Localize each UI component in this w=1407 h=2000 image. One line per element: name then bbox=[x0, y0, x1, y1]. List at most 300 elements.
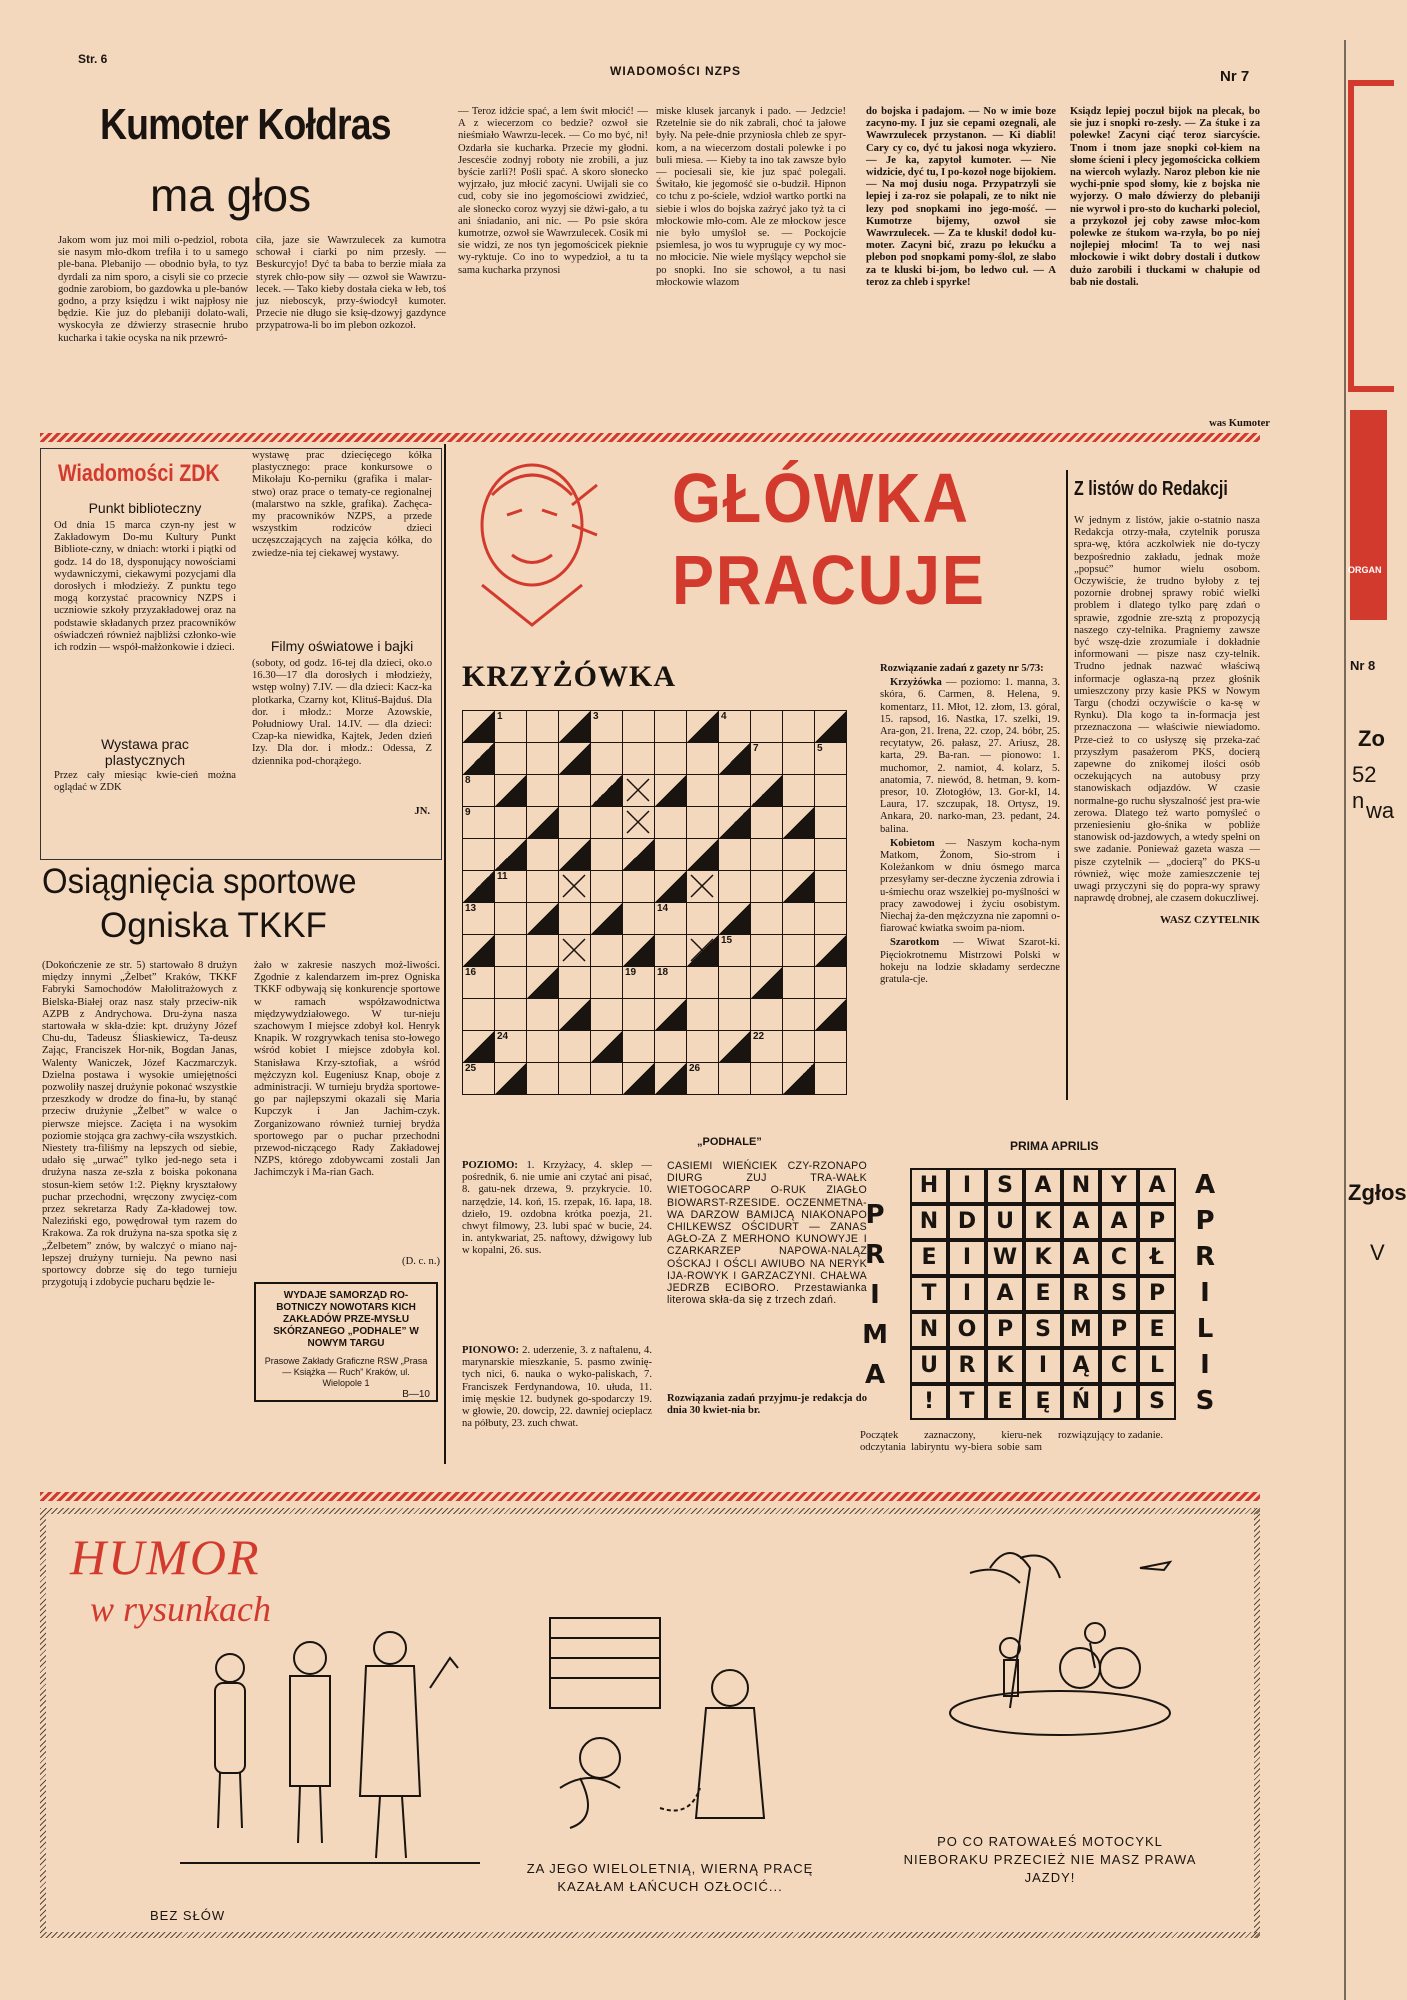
crossword-cell[interactable] bbox=[814, 742, 847, 775]
crossword-cell[interactable] bbox=[782, 966, 815, 999]
crossword-cell[interactable] bbox=[590, 1030, 623, 1063]
publisher-code: B—10 bbox=[402, 1389, 430, 1400]
films-text: (soboty, od godz. 16-tej dla dzieci, oko.o 16.30—17 dla dorosłych i młodzieży, wstęp wolny) 7.IV. — dla dzieci: Kacz-ka plotkarka, Czarny kot, Klituś-Bajduś. Dla dor. i młodz.: Morze Azowskie, Południowy Ural. 14.IV. — dla dzieci: Czap-ka niewidka, Kajtek, Jeden dzień Izy. Dla dor. i młodz.: Odessa, Z dziennika pod-chorążego. bbox=[252, 658, 432, 767]
crossword-cell[interactable] bbox=[558, 774, 591, 807]
crossword-cell[interactable] bbox=[718, 966, 751, 999]
films-title: Filmy oświatowe i bajki bbox=[270, 638, 414, 654]
crossword-cell[interactable] bbox=[750, 966, 783, 999]
crossword-cell[interactable] bbox=[622, 998, 655, 1031]
crossword-cell[interactable] bbox=[494, 934, 527, 967]
prima-letter-cell[interactable]: C bbox=[1100, 1240, 1138, 1276]
crossword-cell[interactable] bbox=[750, 806, 783, 839]
prima-letter-cell[interactable]: W bbox=[986, 1240, 1024, 1276]
prima-letter-cell[interactable]: P bbox=[1138, 1204, 1176, 1240]
prima-side-letter: P bbox=[865, 1200, 885, 1230]
prima-letter-cell[interactable]: E bbox=[910, 1240, 948, 1276]
crossword-cell[interactable] bbox=[718, 1062, 751, 1095]
letters-signature: WASZ CZYTELNIK bbox=[1160, 913, 1260, 926]
kumoter-title: Kumoter Kołdras bbox=[100, 100, 391, 149]
prima-side-letter: R bbox=[1194, 1242, 1216, 1272]
crossword-cell[interactable] bbox=[782, 1062, 815, 1095]
solutions-women-label: Kobietom bbox=[890, 837, 935, 849]
crossword-cell[interactable] bbox=[750, 870, 783, 903]
crossword-cell[interactable] bbox=[718, 838, 751, 871]
glowka-subtitle: PRACUJE bbox=[672, 541, 986, 619]
prima-letter-cell[interactable]: ! bbox=[910, 1384, 948, 1420]
prima-letter-cell[interactable]: P bbox=[986, 1312, 1024, 1348]
kumoter-article bbox=[40, 90, 1270, 430]
prima-letter-cell[interactable]: J bbox=[1100, 1384, 1138, 1420]
crossword-cell[interactable] bbox=[558, 1030, 591, 1063]
crossword-cell[interactable] bbox=[686, 870, 719, 903]
crossword-cell[interactable] bbox=[814, 1030, 847, 1063]
crossword-cell[interactable] bbox=[622, 710, 655, 743]
crossword-cell[interactable] bbox=[526, 1062, 559, 1095]
crossword-cell[interactable] bbox=[462, 870, 495, 903]
crossword-cell[interactable] bbox=[686, 806, 719, 839]
crossword-cell[interactable] bbox=[814, 774, 847, 807]
coded-deadline: Rozwiązania zadań przyjmu-je redakcja do dnia 30 kwiet-nia br. bbox=[667, 1393, 867, 1417]
prima-side-letter: I bbox=[870, 1280, 880, 1310]
crossword-number: 5 bbox=[817, 743, 823, 754]
crossword-cell[interactable] bbox=[526, 902, 559, 935]
crossword-cell[interactable] bbox=[462, 838, 495, 871]
next-page-nr: Nr 8 bbox=[1350, 658, 1376, 673]
crossword-cell[interactable] bbox=[494, 966, 527, 999]
prima-title: PRIMA APRILIS bbox=[1010, 1139, 1099, 1153]
prima-letter-cell[interactable]: A bbox=[1062, 1204, 1100, 1240]
crossword-cell[interactable] bbox=[526, 1030, 559, 1063]
kumoter-col6: Ksiądz lepiej poczuł bijok na plecak, bo sie juz i snopki ro-zesły. — Za śtuke i za polewke! Zacyni ciąć teroz siarcyście. Tnom i tnom jaze snopki coł-kiem na słome ścieni i plecy jegomościcka cołkiem na wiercoh wylazły. Naroz plebon kie nie wychi-pnie spod słomy, kie z bojska nie wyjorzy. O mało dźwierzy do plebaniji nie wyrwoł i pro-sto do kucharki poleciol, a przykozoł jej coby zawse młoc-kom polewke ze śtukom wa-rzyła, bo po niej nojlepiej młocim! Ta to wej nasi młockowie i wikt dobry dostali i dutkow dużo zarobili i tłuckami w chałupie od bab nie dostali. bbox=[1070, 106, 1260, 288]
crossword-cell[interactable] bbox=[782, 998, 815, 1031]
humor-title: HUMOR bbox=[70, 1529, 261, 1585]
prima-letter-cell[interactable]: K bbox=[1024, 1204, 1062, 1240]
crossword-cell[interactable] bbox=[494, 806, 527, 839]
humor-section bbox=[40, 1508, 1260, 1938]
crossword-cell[interactable] bbox=[590, 902, 623, 935]
zdk-signature: JN. bbox=[414, 806, 430, 817]
crossword-cell[interactable] bbox=[558, 934, 591, 967]
crossword-cell[interactable] bbox=[526, 870, 559, 903]
crossword-cell[interactable] bbox=[654, 710, 687, 743]
crossword-number: 4 bbox=[721, 711, 727, 722]
crossword-cell[interactable] bbox=[814, 902, 847, 935]
cartoon3-caption: PO CO RATOWAŁEŚ MOTOCYKL NIEBORAKU PRZECIEŻ NIE MASZ PRAWA JAZDY! bbox=[903, 1834, 1197, 1885]
page-number-left: Str. 6 bbox=[78, 52, 108, 66]
crossword-cell[interactable] bbox=[558, 742, 591, 775]
prima-side-letter: A bbox=[1194, 1170, 1216, 1200]
crossword-cell[interactable] bbox=[686, 742, 719, 775]
crossword-cell[interactable] bbox=[782, 934, 815, 967]
prima-letter-cell[interactable]: N bbox=[910, 1204, 948, 1240]
crossword-cell[interactable] bbox=[590, 838, 623, 871]
crossword-cell[interactable] bbox=[718, 806, 751, 839]
sport-col1: (Dokończenie ze str. 5) startowało 8 drużyn między innymi „Żelbet” Kraków, TKKF Fabryki Samochodów Małolitrażowych z Bielska-Białej oraz nasz stały przeciw-nik AZPB z Andrychowa. Dru-żyna nasza startowała w skła-dzie: kpt. drużyny Józef Chu-du, Tadeusz Śliaskiewicz, Ta-deusz Zając, Franciszek Hor-nik, Bogdan Janas, Walenty Waniczek, Józef Kaczmarczyk. Dzielna postawa i wysokie umiejętności pozwoliły naszej drużynie pokonać wszystkie przeszkody w drodze do fina-łu, by stanąć przeciw drużynie „Żelbet” w walce o pierwsze miejsce. Zacięta i na wysokim poziomie stojąca gra zachwy-ciła wszystkich. Niestety tra-filiśmy na lepszych od siebie, udało się „urwać” tylko jed-nego seta i drużyna nasza ze-szła z boiska pokonana stosun-kiem setów 1:2. Piękny kryształowy puchar przechodni, wręczony zwycięz-com przez sekretarza Rady Za-kładowej tow. Naleziński ego, powędrował tym razem do Krakowa. Za rok drużyna na-sza spotka się z „Żelbetem” znów, by walczyć o miano naj-lepszej drużyny turnieju. Na pewno nasi sportowcy dobrze się do tego turnieju przygotują i zdobycie pucharu będzie le- bbox=[42, 960, 237, 1289]
crossword-cell[interactable] bbox=[750, 742, 783, 775]
crossword-cell[interactable] bbox=[526, 838, 559, 871]
prima-letter-cell[interactable]: E bbox=[1138, 1312, 1176, 1348]
solutions-skaters-text: — Wiwat Szarot-ki. Pięciokrotnemu Mistrzowi Polski w hokeju na lodzie składamy serdeczne gratula-cje. bbox=[880, 937, 1060, 986]
cartoon-island-icon bbox=[930, 1528, 1190, 1758]
crossword-cell[interactable] bbox=[622, 806, 655, 839]
prima-letter-cell[interactable]: Y bbox=[1100, 1168, 1138, 1204]
library-text: Od dnia 15 marca czyn-ny jest w Zakładowym Do-mu Kultury Punkt Bibliote-czny, w dniach: wtorki i piątki od godz. 14 do 18, dysponujący nowościami wydawniczymi, ciekawymi pozycjami dla dorosłych i młodzieży. Z punktu tego mogą korzystać pracownicy NZPS i uczniowie szkoły przyzakładowej oraz na podstawie składanych przez pracowników oświadczeń również najbliżsi członko-wie ich rodzin — współ-małżonkowie i dzieci. bbox=[54, 520, 236, 654]
red-divider-bottom bbox=[40, 1492, 1260, 1501]
sport-col2: żało w zakresie naszych moż-liwości. Zgodnie z kalendarzem im-prez Ogniska TKKF odbywają się konkurencje sportowe w ramach współzawodnictwa międzywydziałowego. W tur-nieju szachowym I miejsce zdobył kol. Henryk Knapik. W rozgrywkach tenisa sto-łowego wśród kobiet I miejsce zdobyła kol. Stanisława Krzy-sztofiak, a wśród mężczyzn kol. Eugeniusz Knap, oboje z administracji. W turnieju brydża sportowe-go par najlepszymi okazali się Maria Kupczyk i Jan Jachim-czyk. Zorganizowano również turniej brydża sportowego par o puchar przechodni przewod-niczącego Rady Zakładowej NZPS, którego zdobywcami zostali Jan Jachimczyk i Ma-rian Gach. bbox=[254, 960, 440, 1179]
crossword-cell[interactable] bbox=[814, 1062, 847, 1095]
crossword-number: 25 bbox=[465, 1063, 477, 1074]
glowka-banner bbox=[452, 450, 1052, 650]
prima-letter-cell[interactable]: P bbox=[1100, 1312, 1138, 1348]
column-divider bbox=[444, 444, 446, 1464]
crossword-cell[interactable] bbox=[590, 1062, 623, 1095]
crossword-number: 15 bbox=[721, 935, 733, 946]
crossword-cell[interactable] bbox=[686, 966, 719, 999]
crossword-cell[interactable] bbox=[494, 870, 527, 903]
crossword-number: 16 bbox=[465, 967, 477, 978]
crossword-section bbox=[452, 660, 872, 1480]
crossword-cell[interactable] bbox=[686, 1030, 719, 1063]
prima-letter-cell[interactable]: T bbox=[910, 1276, 948, 1312]
crossword-cell[interactable] bbox=[622, 934, 655, 967]
crossword-cell[interactable] bbox=[750, 710, 783, 743]
crossword-cell[interactable] bbox=[526, 934, 559, 967]
crossword-cell[interactable] bbox=[750, 934, 783, 967]
crossword-cell[interactable] bbox=[718, 998, 751, 1031]
crossword-cell[interactable] bbox=[622, 966, 655, 999]
crossword-cell[interactable] bbox=[558, 966, 591, 999]
crossword-cell[interactable] bbox=[494, 998, 527, 1031]
prima-letter-cell[interactable]: Ą bbox=[1062, 1348, 1100, 1384]
crossword-cell[interactable] bbox=[814, 966, 847, 999]
prima-left-letters bbox=[860, 1200, 890, 1400]
prima-side-letter: P bbox=[1195, 1206, 1215, 1236]
prima-letter-cell[interactable]: D bbox=[948, 1204, 986, 1240]
crossword-cell[interactable] bbox=[526, 966, 559, 999]
crossword-cell[interactable] bbox=[526, 710, 559, 743]
prima-letter-cell[interactable]: Ł bbox=[1138, 1240, 1176, 1276]
crossword-cell[interactable] bbox=[782, 870, 815, 903]
crossword-cell[interactable] bbox=[814, 934, 847, 967]
prima-letter-cell[interactable]: A bbox=[1138, 1168, 1176, 1204]
crossword-cell[interactable] bbox=[654, 774, 687, 807]
crossword-cell[interactable] bbox=[750, 902, 783, 935]
crossword-cell[interactable] bbox=[558, 806, 591, 839]
cartoon-people-icon bbox=[180, 1628, 480, 1888]
exhibit-text: Przez cały miesiąc kwie-cień można oglądać w ZDK bbox=[54, 770, 236, 794]
glowka-title: GŁÓWKA bbox=[672, 459, 970, 537]
crossword-cell[interactable] bbox=[718, 1030, 751, 1063]
prima-letter-cell[interactable]: T bbox=[948, 1384, 986, 1420]
crossword-cell[interactable] bbox=[590, 710, 623, 743]
prima-side-letter: L bbox=[1196, 1314, 1214, 1344]
prima-letter-cell[interactable]: N bbox=[910, 1312, 948, 1348]
prima-letter-cell[interactable]: A bbox=[1024, 1168, 1062, 1204]
crossword-cell[interactable] bbox=[622, 742, 655, 775]
solutions-women-text: — Naszym kocha-nym Matkom, Żonom, Sio-strom i Koleżankom w dniu ósmego marca przesyłamy ser-deczne życzenia zdrowia i u-śmiechu oraz wszelkiej po-myślności w pracy zawodowej i życiu osobistym. Niechaj ża-den mężczyzna nie zapomni o-fiarować kwiatka swoim pa-niom. bbox=[880, 837, 1060, 935]
cartoon1-caption: BEZ SŁÓW bbox=[150, 1908, 226, 1923]
crossword-horizontal-label: POZIOMO: bbox=[462, 1160, 518, 1171]
prima-letter-cell[interactable]: K bbox=[1024, 1240, 1062, 1276]
prima-grid[interactable] bbox=[910, 1168, 1176, 1420]
prima-letter-cell[interactable]: P bbox=[1138, 1276, 1176, 1312]
prima-letter-cell[interactable]: Ń bbox=[1062, 1384, 1100, 1420]
crossword-grid[interactable] bbox=[462, 710, 854, 1126]
crossword-number: 13 bbox=[465, 903, 477, 914]
prima-side-letter: M bbox=[862, 1320, 888, 1350]
prima-right-letters bbox=[1190, 1170, 1220, 1420]
crossword-cell[interactable] bbox=[686, 710, 719, 743]
prima-letter-cell[interactable]: S bbox=[986, 1168, 1024, 1204]
crossword-cell[interactable] bbox=[782, 742, 815, 775]
crossword-cell[interactable] bbox=[494, 902, 527, 935]
crossword-cell[interactable] bbox=[622, 774, 655, 807]
crossword-cell[interactable] bbox=[750, 774, 783, 807]
solutions-crossword-label: Krzyżówka bbox=[890, 677, 942, 689]
crossword-cell[interactable] bbox=[782, 806, 815, 839]
solutions-section bbox=[880, 663, 1060, 988]
humor-subtitle: w rysunkach bbox=[90, 1589, 271, 1629]
crossword-cell[interactable] bbox=[782, 710, 815, 743]
prima-letter-cell[interactable]: I bbox=[1024, 1348, 1062, 1384]
prima-side-letter: S bbox=[1195, 1386, 1215, 1416]
prima-letter-cell[interactable]: U bbox=[986, 1204, 1024, 1240]
cartoon2-caption: ZA JEGO WIELOLETNIĄ, WIERNĄ PRACĘ KAZAŁAM ŁAŃCUCH OZŁOCIĆ... bbox=[526, 1861, 814, 1894]
crossword-cell[interactable] bbox=[686, 998, 719, 1031]
prima-letter-cell[interactable]: I bbox=[948, 1168, 986, 1204]
zdk-col2-text: wystawę prac dziecięcego kółka plastycznego: prace konkursowe o Mikołaju Ko-perniku (grafika i malar-stwo) oraz prace o tematy-ce regionalnej (malarstwo na szkle, grafika). Zachęca-my pracowników NZPS, a przede wszystkim rodziców dzieci uczęszczających na zajęcia kółka, do zwiedze-nia tej ciekawej wystawy. bbox=[252, 450, 432, 559]
prima-letter-cell[interactable]: E bbox=[986, 1384, 1024, 1420]
crossword-cell[interactable] bbox=[590, 966, 623, 999]
exhibit-title: Wystawa prac plastycznych bbox=[101, 736, 189, 768]
crossword-cell[interactable] bbox=[526, 806, 559, 839]
crossword-cell[interactable] bbox=[590, 998, 623, 1031]
crossword-number: 11 bbox=[497, 871, 508, 882]
crossword-cell[interactable] bbox=[590, 742, 623, 775]
crossword-cell[interactable] bbox=[750, 1030, 783, 1063]
red-divider-top bbox=[40, 433, 1260, 442]
crossword-cell[interactable] bbox=[558, 710, 591, 743]
page-number-right: Nr 7 bbox=[1220, 68, 1250, 85]
prima-side-letter: I bbox=[1200, 1278, 1210, 1308]
crossword-cell[interactable] bbox=[718, 710, 751, 743]
thinking-head-icon bbox=[462, 455, 602, 635]
crossword-cell[interactable] bbox=[494, 774, 527, 807]
crossword-vertical-clues: 2. uderzenie, 3. z naftalenu, 4. marynarskie mieszkanie, 5. pasmo zwinię-tych nici, 6. nauka o wyko-paliskach, 7. Franciszek Ferdynandowa, 10. ułuda, 11. imię męskie 12. budynek go-spodarczy 19. w głowie, 20. dowcip, 22. dawniej ocieplacz na półbuty, 23. zuch chwat. bbox=[462, 1345, 652, 1430]
crossword-cell[interactable] bbox=[718, 902, 751, 935]
crossword-cell[interactable] bbox=[686, 1062, 719, 1095]
kumoter-signature: was Kumoter bbox=[1209, 418, 1270, 429]
prima-letter-cell[interactable]: E bbox=[1024, 1276, 1062, 1312]
crossword-cell[interactable] bbox=[654, 870, 687, 903]
prima-caption: Początek zaznaczony, kieru-nek odczytania labiryntu wy-biera sobie sam rozwiązujący to zadanie. bbox=[860, 1430, 1163, 1454]
crossword-cell[interactable] bbox=[622, 870, 655, 903]
next-page-frag2: 52 n bbox=[1352, 762, 1377, 813]
crossword-cell[interactable] bbox=[462, 710, 495, 743]
letters-section bbox=[1074, 478, 1260, 926]
kumoter-col2: ciła, jaze sie Wawrzulecek za kumotra schował i ciarki po nim przesły. — Beskurcyjo! Dyć ta baba to berzie miała za styrek chło-pow siły — ozwoł sie Wawrzu-lecek. — Tako kieby dostała cieka w łeb, toś juz nieboscyk, przy-świodcył kumoter. Przecie nie długo sie księ-dzowyj gazdynce przypatrowa-li bo im plebon ozkozoł. bbox=[256, 235, 446, 332]
prima-letter-cell[interactable]: A bbox=[986, 1276, 1024, 1312]
prima-letter-cell[interactable]: N bbox=[1062, 1168, 1100, 1204]
prima-side-letter: A bbox=[864, 1360, 886, 1390]
cartoon-chain-icon bbox=[510, 1598, 810, 1848]
crossword-cell[interactable] bbox=[654, 1062, 687, 1095]
crossword-number: 1 bbox=[497, 711, 503, 722]
crossword-cell[interactable] bbox=[526, 998, 559, 1031]
crossword-cell[interactable] bbox=[622, 838, 655, 871]
crossword-cell[interactable] bbox=[814, 838, 847, 871]
zdk-section bbox=[40, 448, 440, 868]
crossword-cell[interactable] bbox=[686, 774, 719, 807]
crossword-cell[interactable] bbox=[718, 934, 751, 967]
crossword-cell[interactable] bbox=[590, 806, 623, 839]
crossword-cell[interactable] bbox=[654, 998, 687, 1031]
crossword-cell[interactable] bbox=[686, 934, 719, 967]
crossword-cell[interactable] bbox=[526, 774, 559, 807]
prima-side-letter: R bbox=[864, 1240, 886, 1270]
prima-letter-cell[interactable]: C bbox=[1100, 1348, 1138, 1384]
crossword-cell[interactable] bbox=[462, 806, 495, 839]
letters-title: Z listów do Redakcji bbox=[1074, 478, 1228, 500]
prima-letter-cell[interactable]: R bbox=[1062, 1276, 1100, 1312]
crossword-cell[interactable] bbox=[622, 902, 655, 935]
crossword-cell[interactable] bbox=[462, 934, 495, 967]
crossword-cell[interactable] bbox=[782, 1030, 815, 1063]
crossword-cell[interactable] bbox=[718, 774, 751, 807]
crossword-cell[interactable] bbox=[814, 710, 847, 743]
crossword-cell[interactable] bbox=[654, 838, 687, 871]
crossword-cell[interactable] bbox=[462, 742, 495, 775]
solutions-crossword-text: — poziomo: 1. manna, 3. skóra, 6. Carmen, 8. Helena, 9. komentarz, 11. Młot, 12. złom, 13. góral, 15. rapsod, 16. Nastka, 17. szelki, 19. Ara-gon, 21. Irena, 22. czop, 24. bóbr, 25. recytatyw, 26. pałasz, 27. Ariusz, 28. karta, 29. Ba-ran. — pionowo: 1. muchomor, 2. namiot, 4. kolarz, 5. anatomia, 7. niewód, 8. hetman, 9. kom-presor, 10. Złotogłów, 13. Gor-kI, 14. Laura, 17. szczupak, 18. Ortysz, 19. Ankara, 20. narko-man, 23. pedant, 24. balina. bbox=[880, 677, 1060, 835]
crossword-cell[interactable] bbox=[558, 870, 591, 903]
crossword-cell[interactable] bbox=[718, 742, 751, 775]
crossword-cell[interactable] bbox=[814, 998, 847, 1031]
crossword-cell[interactable] bbox=[590, 870, 623, 903]
crossword-cell[interactable] bbox=[654, 742, 687, 775]
prima-letter-cell[interactable]: U bbox=[910, 1348, 948, 1384]
crossword-cell[interactable] bbox=[654, 902, 687, 935]
crossword-watermark: „PODHALE” bbox=[697, 1136, 762, 1148]
crossword-cell[interactable] bbox=[686, 902, 719, 935]
prima-letter-cell[interactable]: I bbox=[948, 1240, 986, 1276]
crossword-cell[interactable] bbox=[590, 934, 623, 967]
solutions-title: Rozwiązanie zadań z gazety nr 5/73: bbox=[880, 663, 1044, 674]
crossword-cell[interactable] bbox=[814, 806, 847, 839]
prima-aprilis bbox=[860, 1140, 1270, 1480]
next-page-organ: ORGAN bbox=[1348, 565, 1382, 575]
crossword-cell[interactable] bbox=[494, 838, 527, 871]
crossword-number: 22 bbox=[753, 1031, 765, 1042]
crossword-cell[interactable] bbox=[622, 1062, 655, 1095]
crossword-cell[interactable] bbox=[654, 934, 687, 967]
sport-subtitle: Ogniska TKKF bbox=[100, 906, 327, 945]
prima-side-letter: I bbox=[1200, 1350, 1210, 1380]
crossword-cell[interactable] bbox=[494, 710, 527, 743]
letters-text: W jednym z listów, jakie o-statnio nasza Redakcja otrzy-mała, czytelnik porusza spra-wę, która aczkolwiek nie do-tyczy bezpośrednio zakładu, jednak może „popsuć” humor wielu osobom. Oczywiście, że trudno byłoby z tej pozornie drobnej sprawy robić wielki problem i dlatego tylko parę zdań o sprawie, zgodnie zre-sztą z propozycją naszego czy-telnika. Pragniemy zawsze być wszę-dzie zrozumiale i dokładnie informowani — pisze nasz czy-telnik. Trudno jednak nazwać właściwą informacje ogłasza-ną przez głośnik umieszczony przy kasie PKS w Nowym Targu (chodzi oczywiście o ka-sę w Rynku). Dla kogo ta in-formacja jest przeznaczona — właściwie niewiadomo. Prze-cież to co usłyszę się przeka-zać przyszłym pasażerom PKS, docierą zapewne do znikomej ilości osób oczekujących na autobusy przy stanowiskach odjazdów. W czasie normalne-go ruchu słyszalność jest pra-wie zerowa. Dlatego też warto pomyśleć o przeniesieniu gło-śnika w pobliże stanowisk od-jazdowych, a wtedy spełni on swe zadanie. Ponieważ gazeta wasza — pisze czytelnik — „docierą” do PKS-u również, więc może zamieszczenie tej uwagi przyczyni się do popra-wy sprawy naprawdę drobnej, ale czasem dokuczliwej. bbox=[1074, 515, 1260, 905]
crossword-cell[interactable] bbox=[558, 902, 591, 935]
crossword-cell[interactable] bbox=[526, 742, 559, 775]
crossword-number: 7 bbox=[753, 743, 759, 754]
crossword-number: 24 bbox=[497, 1031, 509, 1042]
crossword-cell[interactable] bbox=[558, 838, 591, 871]
next-page-frag1: Zo bbox=[1358, 726, 1385, 751]
crossword-cell[interactable] bbox=[462, 774, 495, 807]
crossword-cell[interactable] bbox=[654, 806, 687, 839]
crossword-cell[interactable] bbox=[750, 998, 783, 1031]
prima-letter-cell[interactable]: R bbox=[948, 1348, 986, 1384]
library-title: Punkt biblioteczny bbox=[88, 500, 202, 516]
letters-divider bbox=[1066, 470, 1068, 1100]
crossword-cell[interactable] bbox=[590, 774, 623, 807]
crossword-cell[interactable] bbox=[558, 1062, 591, 1095]
prima-letter-cell[interactable]: S bbox=[1138, 1384, 1176, 1420]
crossword-number: 8 bbox=[465, 775, 471, 786]
crossword-cell[interactable] bbox=[494, 742, 527, 775]
next-page-frag5: V bbox=[1370, 1240, 1385, 1265]
prima-letter-cell[interactable]: K bbox=[986, 1348, 1024, 1384]
next-page-frag4: Zgłos bbox=[1348, 1180, 1407, 1205]
crossword-cell[interactable] bbox=[558, 998, 591, 1031]
solutions-skaters-label: Szarotkom bbox=[890, 937, 940, 949]
crossword-cell[interactable] bbox=[814, 870, 847, 903]
kumoter-col5: do bojska i padajom. — No w imie boze zacyno-my. I juz sie cepami ozegnali, ale Wawrzulecek przystanon. — Ki diabli! Cary cy co, dyć tu jakosi noga wkyziero. — Je ka, zapytoł kumoter. — Nie widzicie, dyć tu, I po-kozoł noge bijokiem. — Na moj dusiu noga. Przypatrzyli sie lepiej i za-roz sie połapali, ze to nikt nie lezy pod snopkami ino jego-mość. — Kumotrze bijemy, ozwoł sie Wawrzulecek. — Za te kluski! dodoł ku-moter. Zacyni bić, zrazu po łekućku a plebon pod snopkami pomy-ślol, ze słabo za te kluski bi-jom, bo ledwo cuł. — A teroz za chleb i spyrke! bbox=[866, 106, 1056, 288]
crossword-number: 14 bbox=[657, 903, 669, 914]
crossword-number: 18 bbox=[657, 967, 669, 978]
crossword-cell[interactable] bbox=[462, 1030, 495, 1063]
prima-letter-cell[interactable]: H bbox=[910, 1168, 948, 1204]
crossword-cell[interactable] bbox=[494, 1062, 527, 1095]
crossword-number: 19 bbox=[625, 967, 637, 978]
coded-message: CASIEMI WIEŃCIEK CZY-RZONAPO DIURG ZUJ TRA-WAŁK WIETOGOCARP O-RUK ZIAGŁO BIOWARST-RZESIDE. OCZENMETNA-WA DARZOW BAMIJCĄ NIAKONAPO CHILKEWSZ OŚCIDURT — ZANAS AGŁO-ZA Z MERHONO KUNOWYJE I CZARKARZEP NAPOWA-NALĄZ OŚCKAJ I OŚCLI AWIUBO NA NERYK IJA-ROWYK I GARZACZYNI. CHAŁWA JEDRZB ECIBORO. Przestawianka literowa skła-da się z trzech zdań. bbox=[667, 1160, 867, 1307]
zdk-title: Wiadomości ZDK bbox=[58, 460, 220, 487]
prima-letter-cell[interactable]: A bbox=[1062, 1240, 1100, 1276]
next-page-fragment bbox=[1344, 40, 1407, 2000]
prima-letter-cell[interactable]: Ę bbox=[1024, 1384, 1062, 1420]
prima-letter-cell[interactable]: A bbox=[1100, 1204, 1138, 1240]
crossword-number: 9 bbox=[465, 807, 471, 818]
crossword-cell[interactable] bbox=[494, 1030, 527, 1063]
crossword-cell[interactable] bbox=[654, 966, 687, 999]
crossword-vertical-label: PIONOWO: bbox=[462, 1345, 520, 1356]
paper-title: WIADOMOŚCI NZPS bbox=[610, 64, 741, 78]
crossword-cell[interactable] bbox=[462, 1062, 495, 1095]
crossword-cell[interactable] bbox=[654, 1030, 687, 1063]
crossword-title: KRZYŻÓWKA bbox=[462, 660, 677, 693]
crossword-cell[interactable] bbox=[718, 870, 751, 903]
kumoter-col3: — Teroz idźcie spać, a lem świt młocić! — A z wiecerzom co bedzie? ozwoł sie nieśmiało Wawrzu-lecek. — Co mo być, ni! Ozdarła sie kucharka. Przecie my głodni. Jescesćie zodnyj roboty nie zrobili, a juz byście zarli?! Pośli spać. A skoro słonecko wyjrzało, juz młocić zacyni. Uwijali sie co cud, coby sie ino jegomościowi zwidzieć, ale słonecko coroz wyzyj sie dźwi-gało, a tu ani śniadanio, ani nic. — Po psie skóra kumotrze, ozwoł sie Wawrzulecek. Cosik mi sie widzi, ze nos tyn jegomościcek pieknie wy-ryktuje. Co ino to wypedzioł, a tu ta sama kucharka przynosi bbox=[458, 106, 648, 276]
crossword-cell[interactable] bbox=[782, 902, 815, 935]
crossword-cell[interactable] bbox=[750, 1062, 783, 1095]
kumoter-col1: Jakom wom juz moi mili o-pedziol, robota sie nasym mło-dkom trefiła i to u samego ple-bana. Plebanijo — obodnio była, to tyz dyrdali za nim sporo, a cisyli sie co przecie godnie zarobiom, bo gazdowka u ple-banów godno, a przy księdzu i wikt najpłosy nie będzie. Kie juz do plebaniji dolato-wali, wyskocyła ze dźwierzy strasecnie hrubo kucharka i takie ocyska na nik przewró- bbox=[58, 235, 248, 344]
crossword-cell[interactable] bbox=[750, 838, 783, 871]
prima-letter-cell[interactable]: O bbox=[948, 1312, 986, 1348]
crossword-cell[interactable] bbox=[622, 1030, 655, 1063]
prima-letter-cell[interactable]: M bbox=[1062, 1312, 1100, 1348]
crossword-cell[interactable] bbox=[782, 838, 815, 871]
crossword-cell[interactable] bbox=[462, 998, 495, 1031]
prima-letter-cell[interactable]: L bbox=[1138, 1348, 1176, 1384]
crossword-cell[interactable] bbox=[686, 838, 719, 871]
crossword-cell[interactable] bbox=[782, 774, 815, 807]
prima-letter-cell[interactable]: I bbox=[948, 1276, 986, 1312]
prima-letter-cell[interactable]: S bbox=[1024, 1312, 1062, 1348]
crossword-cell[interactable] bbox=[462, 902, 495, 935]
crossword-cell[interactable] bbox=[462, 966, 495, 999]
sport-signature: (D. c. n.) bbox=[402, 1256, 440, 1267]
prima-letter-cell[interactable]: S bbox=[1100, 1276, 1138, 1312]
publisher-box bbox=[254, 1282, 438, 1402]
crossword-number: 26 bbox=[689, 1063, 701, 1074]
